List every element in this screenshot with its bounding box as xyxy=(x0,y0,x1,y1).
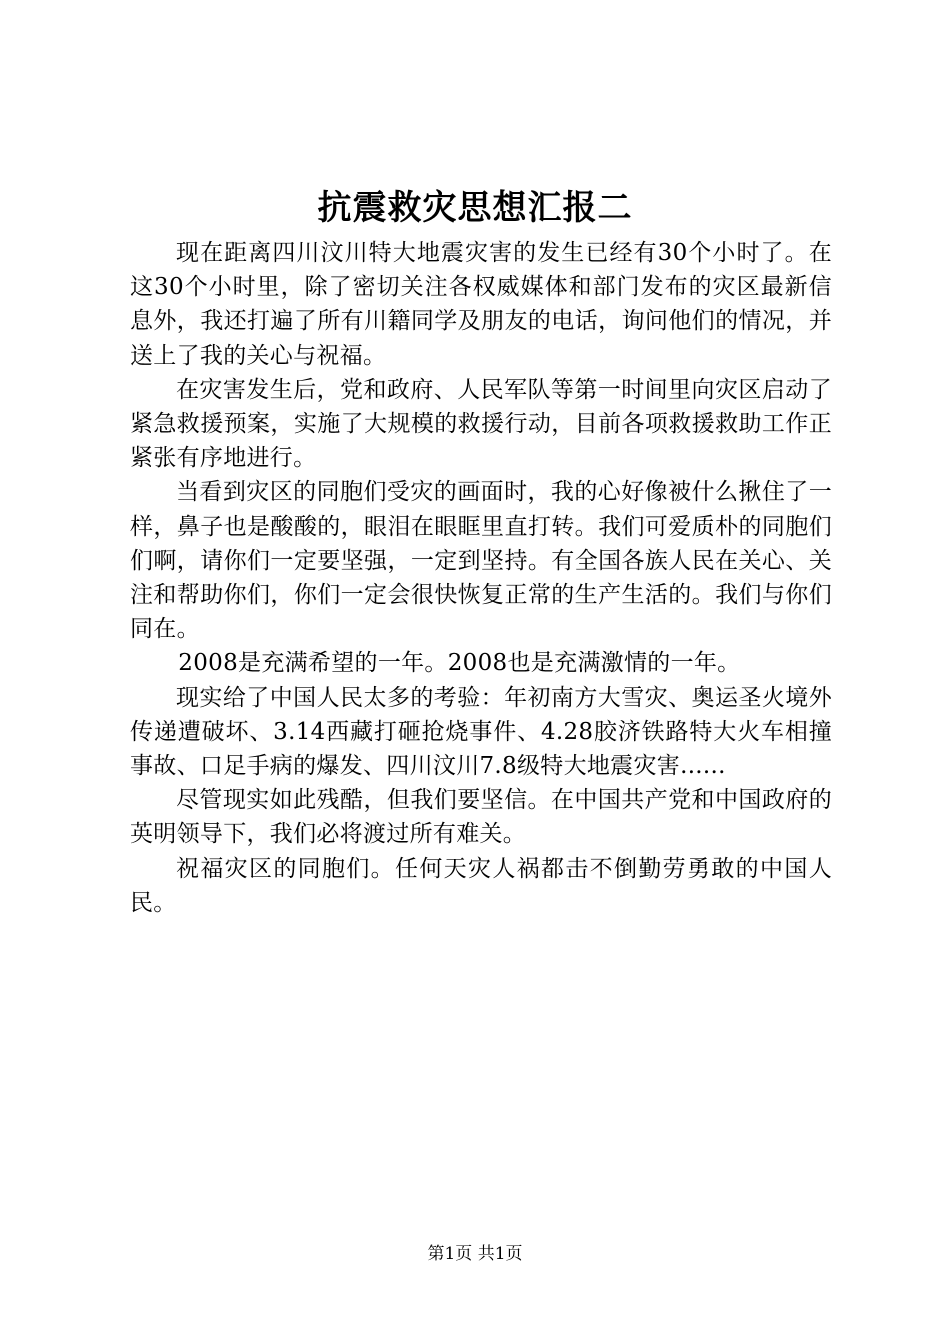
paragraph-7: 祝福灾区的同胞们。任何天灾人祸都击不倒勤劳勇敢的中国人民。 xyxy=(130,855,832,916)
paragraph-5: 现实给了中国人民太多的考验：年初南方大雪灾、奥运圣火境外传递遭破坏、3.14西藏打砸抢烧事件、4.28胶济铁路特大火车相撞事故、口足手病的爆发、四川汶川7.8级特大地震灾害...... xyxy=(130,684,832,780)
document-title: 抗震救灾思想汇报二 xyxy=(317,188,633,228)
document-body xyxy=(130,236,832,920)
page-number-footer: 第1页 共1页 xyxy=(427,1244,523,1264)
paragraph-6: 尽管现实如此残酷，但我们要坚信。在中国共产党和中国政府的英明领导下，我们必将渡过所有难关。 xyxy=(130,787,832,848)
paragraph-1: 现在距离四川汶川特大地震灾害的发生已经有30个小时了。在这30个小时里，除了密切关注各权威媒体和部门发布的灾区最新信息外，我还打遍了所有川籍同学及朋友的电话，询问他们的情况，并送上了我的关心与祝福。 xyxy=(130,240,832,369)
paragraph-4: 2008是充满希望的一年。2008也是充满激情的一年。 xyxy=(178,650,741,677)
paragraph-3: 当看到灾区的同胞们受灾的画面时，我的心好像被什么揪住了一样，鼻子也是酸酸的，眼泪在眼眶里直打转。我们可爱质朴的同胞们们啊，请你们一定要坚强，一定到坚持。有全国各族人民在关心、关注和帮助你们，你们一定会很快恢复正常的生产生活的。我们与你们同在。 xyxy=(130,479,832,643)
paragraph-2: 在灾害发生后，党和政府、人民军队等第一时间里向灾区启动了紧急救援预案，实施了大规模的救援行动，目前各项救援救助工作正紧张有序地进行。 xyxy=(130,376,832,472)
